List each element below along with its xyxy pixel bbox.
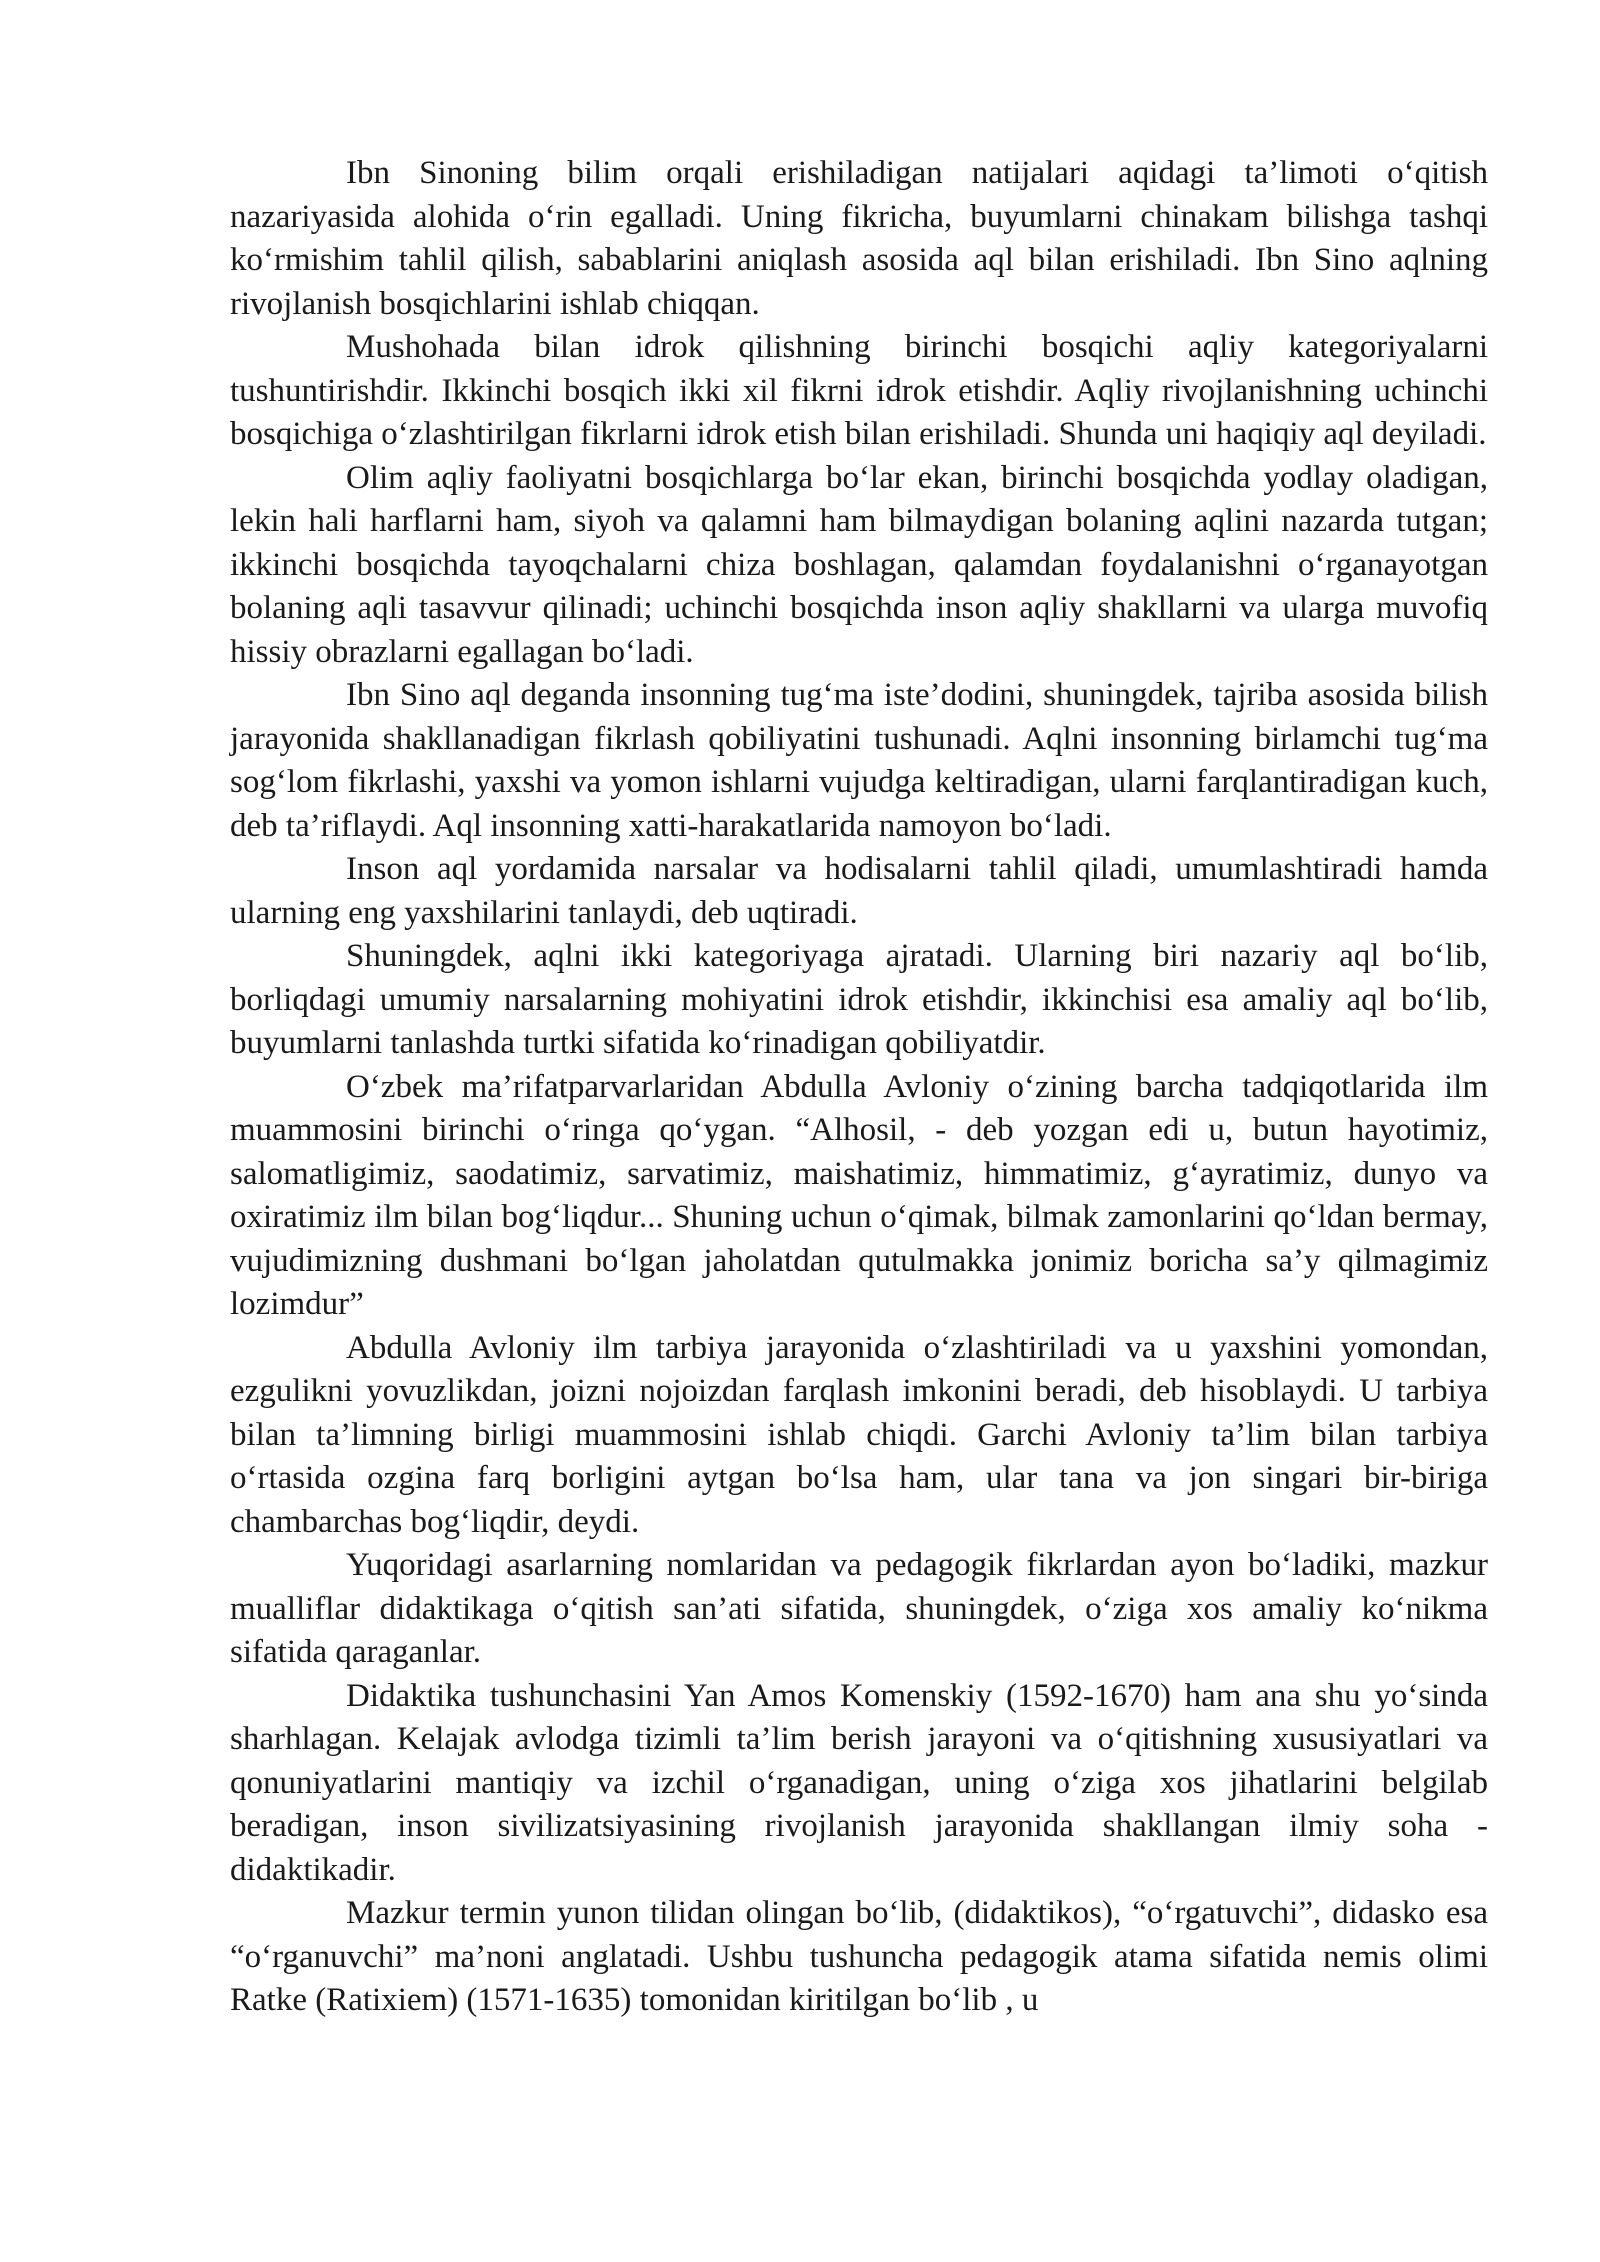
paragraph-ibn-sino-knowledge: Ibn Sinoning bilim orqali erishiladigan natijalari aqidagi ta’limoti o‘qitish nazariyasida alohida o‘rin egalladi. Uning fikricha, buyumlarni chinakam bilishga tashqi ko‘rmishim tahlil qilish, sabablarini aniqlash asosida aql bilan erishiladi. Ibn Sino aqlning rivojlanish bosqichlarini ishlab chiqqan.	[230, 155, 1488, 322]
paragraph-komenskiy-didactics: Didaktika tushunchasini Yan Amos Komenskiy (1592-1670) ham ana shu yo‘sinda sharhlagan. Kelajak avlodga tizimli ta’lim berish jarayoni va o‘qitishning xususiyatlari va qonuniyatlarini mantiqiy va izchil o‘rganadigan, uning o‘ziga xos jihatlarini belgilab beradigan, inson sivilizatsiyasining rivojlanish jarayonida shakllangan ilmiy soha - didaktikadir.	[230, 1677, 1488, 1888]
paragraph-avloniy-education: Abdulla Avloniy ilm tarbiya jarayonida o‘zlashtiriladi va u yaxshini yomondan, ezgulikni yovuzlikdan, joizni nojoizdan farqlash imkonini beradi, deb hisoblaydi. U tarbiya bilan ta’limning birligi muammosini ishlab chiqdi. Garchi Avloniy ta’lim bilan tarbiya o‘rtasida ozgina farq borligini aytgan bo‘lsa ham, ular tana va jon singari bir-biriga chambarchas bog‘liqdir, deydi.	[230, 1329, 1488, 1540]
paragraph-didactics-as-art: Yuqoridagi asarlarning nomlaridan va pedagogik fikrlardan ayon bo‘ladiki, mazkur mualliflar didaktikaga o‘qitish san’ati sifatida, shuningdek, o‘ziga xos amaliy ko‘nikma sifatida qaraganlar.	[230, 1547, 1488, 1670]
paragraph-observation-stages: Mushohada bilan idrok qilishning birinchi bosqichi aqliy kategoriyalarni tushuntirishdir. Ikkinchi bosqich ikki xil fikrni idrok etishdir. Aqliy rivojlanishning uchinchi bosqichiga o‘zlashtirilgan fikrlarni idrok etish bilan erishiladi. Shunda uni haqiqiy aql deyiladi.	[230, 329, 1488, 452]
paragraph-ibn-sino-intellect: Ibn Sino aql deganda insonning tug‘ma iste’dodini, shuningdek, tajriba asosida bilish jarayonida shakllanadigan fikrlash qobiliyatini tushunadi. Aqlni insonning birlamchi tug‘ma sog‘lom fikrlashi, yaxshi va yomon ishlarni vujudga keltiradigan, ularni farqlantiradigan kuch, deb ta’riflaydi. Aql insonning xatti-harakatlarida namoyon bo‘ladi.	[230, 677, 1488, 844]
paragraph-avloniy-knowledge: O‘zbek ma’rifatparvarlaridan Abdulla Avloniy o‘zining barcha tadqiqotlarida ilm muammosini birinchi o‘ringa qo‘ygan. “Alhosil, - deb yozgan edi u, butun hayotimiz, salomatligimiz, saodatimiz, sarvatimiz, maishatimiz, himmatimiz, g‘ayratimiz, dunyo va oxiratimiz ilm bilan bog‘liqdur... Shuning uchun o‘qimak, bilmak zamonlarini qo‘ldan bermay, vujudimizning dushmani bo‘lgan jaholatdan qutulmakka jonimiz boricha sa’y qilmagimiz lozimdur”	[230, 1068, 1488, 1322]
paragraph-mental-activity-stages: Olim aqliy faoliyatni bosqichlarga bo‘lar ekan, birinchi bosqichda yodlay oladigan, lekin hali harflarni ham, siyoh va qalamni ham bilmaydigan bolaning aqlini nazarda tutgan; ikkinchi bosqichda tayoqchalarni chiza boshlagan, qalamdan foydalanishni o‘rganayotgan bolaning aqli tasavvur qilinadi; uchinchi bosqichda inson aqliy shakllarni va ularga muvofiq hissiy obrazlarni egallagan bo‘ladi.	[230, 459, 1488, 670]
paragraph-term-origin: Mazkur termin yunon tilidan olingan bo‘lib, (didaktikos), “o‘rgatuvchi”, didasko esa “o‘rganuvchi” ma’noni anglatadi. Ushbu tushuncha pedagogik atama sifatida nemis olimi Ratke (Ratixiem) (1571-1635) tomonidan kiritilgan bo‘lib , u	[230, 1895, 1488, 2018]
document-body	[230, 152, 1488, 2023]
paragraph-two-categories: Shuningdek, aqlni ikki kategoriyaga ajratadi. Ularning biri nazariy aql bo‘lib, borliqdagi umumiy narsalarning mohiyatini idrok etishdir, ikkinchisi esa amaliy aql bo‘lib, buyumlarni tanlashda turtki sifatida ko‘rinadigan qobiliyatdir.	[230, 938, 1488, 1061]
paragraph-analysis-with-intellect: Inson aql yordamida narsalar va hodisalarni tahlil qiladi, umumlashtiradi hamda ularning eng yaxshilarini tanlaydi, deb uqtiradi.	[230, 851, 1488, 931]
